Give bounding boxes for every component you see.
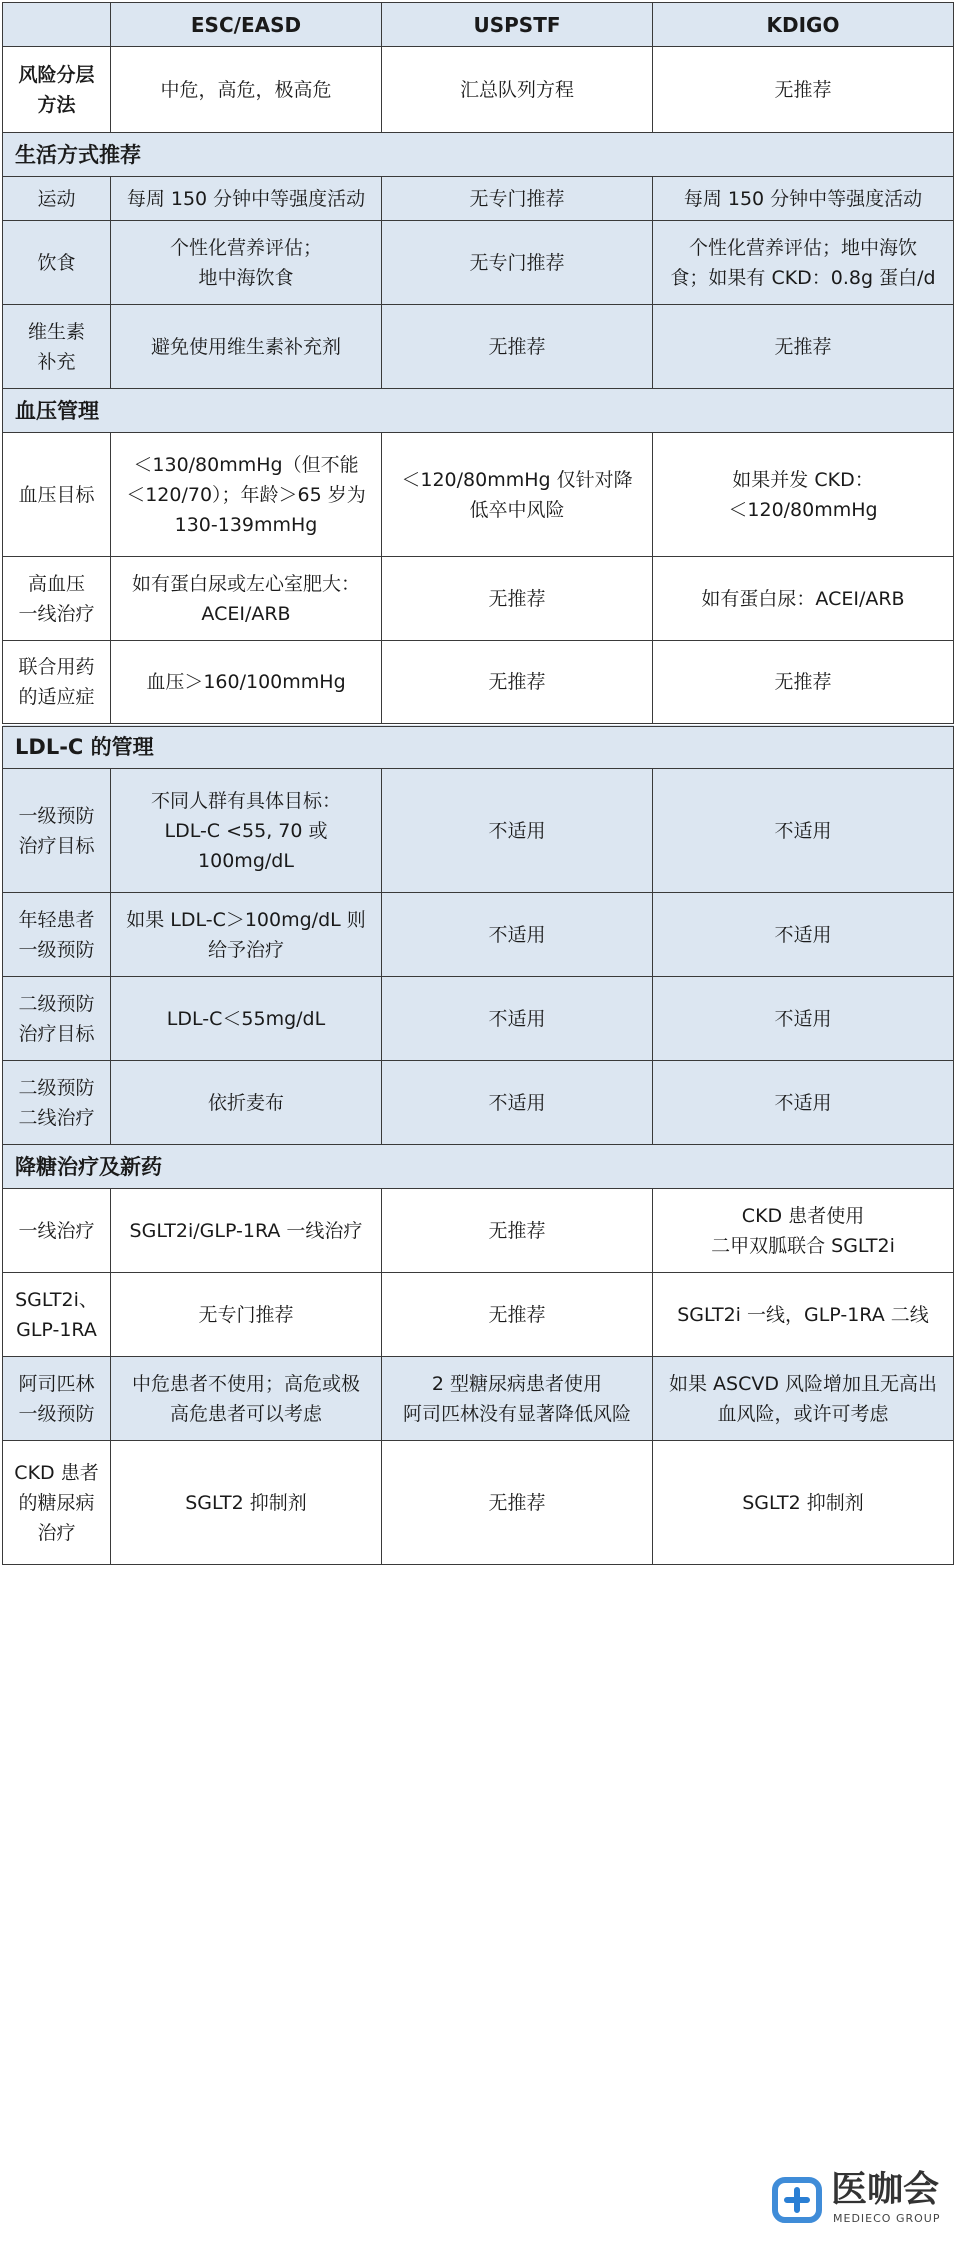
- cell-esc: 如有蛋白尿或左心室肥大： ACEI/ARB: [111, 557, 382, 641]
- watermark-logo: [767, 2166, 947, 2234]
- row-label: 年轻患者 一级预防: [3, 893, 111, 977]
- header-cell-empty: [3, 3, 111, 47]
- row-label: 二级预防 治疗目标: [3, 977, 111, 1061]
- cell-kdigo: 不适用: [653, 769, 954, 893]
- row-label: CKD 患者 的糖尿病 治疗: [3, 1441, 111, 1565]
- cell-uspstf: 不适用: [382, 769, 653, 893]
- table-row: [3, 305, 954, 389]
- table-row: [3, 769, 954, 893]
- row-label: 运动: [3, 177, 111, 221]
- cell-esc: 中危，高危，极高危: [111, 47, 382, 133]
- header-esc: ESC/EASD: [111, 3, 382, 47]
- section-header-ldl: LDL-C 的管理: [3, 725, 954, 769]
- cell-uspstf: 不适用: [382, 977, 653, 1061]
- cell-uspstf: 不适用: [382, 1061, 653, 1145]
- cell-kdigo: CKD 患者使用 二甲双胍联合 SGLT2i: [653, 1189, 954, 1273]
- table-row: [3, 177, 954, 221]
- cell-kdigo: 无推荐: [653, 305, 954, 389]
- header-row: [3, 3, 954, 47]
- cell-esc: 无专门推荐: [111, 1273, 382, 1357]
- cell-uspstf: 不适用: [382, 893, 653, 977]
- row-label: 风险分层 方法: [3, 47, 111, 133]
- cell-esc: 如果 LDL-C＞100mg/dL 则 给予治疗: [111, 893, 382, 977]
- cell-esc: 个性化营养评估； 地中海饮食: [111, 221, 382, 305]
- watermark-name: 医咖会: [831, 2169, 940, 2210]
- row-label: 阿司匹林 一级预防: [3, 1357, 111, 1441]
- table-row: [3, 433, 954, 557]
- header-kdigo: KDIGO: [653, 3, 954, 47]
- cell-kdigo: 如有蛋白尿：ACEI/ARB: [653, 557, 954, 641]
- cell-uspstf: 无专门推荐: [382, 177, 653, 221]
- cell-esc: ＜130/80mmHg（但不能 ＜120/70）；年龄＞65 岁为 130-139mmHg: [111, 433, 382, 557]
- cell-esc: 血压＞160/100mmHg: [111, 641, 382, 725]
- header-uspstf: USPSTF: [382, 3, 653, 47]
- cell-esc: SGLT2 抑制剂: [111, 1441, 382, 1565]
- cell-uspstf: 无推荐: [382, 305, 653, 389]
- cell-kdigo: 如果并发 CKD： ＜120/80mmHg: [653, 433, 954, 557]
- cell-kdigo: 每周 150 分钟中等强度活动: [653, 177, 954, 221]
- table-row: [3, 893, 954, 977]
- brand-logo-icon: [767, 2170, 831, 2230]
- cell-uspstf: 无推荐: [382, 557, 653, 641]
- cell-kdigo: 不适用: [653, 1061, 954, 1145]
- row-label: 一级预防 治疗目标: [3, 769, 111, 893]
- cell-uspstf: 无推荐: [382, 1441, 653, 1565]
- row-label: SGLT2i、 GLP-1RA: [3, 1273, 111, 1357]
- cell-esc: 中危患者不使用；高危或极 高危患者可以考虑: [111, 1357, 382, 1441]
- row-label: 联合用药 的适应症: [3, 641, 111, 725]
- table-row: [3, 641, 954, 725]
- cell-kdigo: 个性化营养评估；地中海饮 食；如果有 CKD：0.8g 蛋白/d: [653, 221, 954, 305]
- table-row: [3, 221, 954, 305]
- section-header-bp: 血压管理: [3, 389, 954, 433]
- guideline-comparison-table: [2, 2, 954, 1565]
- table-row: [3, 1061, 954, 1145]
- cell-uspstf: 无推荐: [382, 1273, 653, 1357]
- row-label: 二级预防 二线治疗: [3, 1061, 111, 1145]
- table-row: [3, 1441, 954, 1565]
- cell-esc: 依折麦布: [111, 1061, 382, 1145]
- cell-esc: 每周 150 分钟中等强度活动: [111, 177, 382, 221]
- row-label: 血压目标: [3, 433, 111, 557]
- table-row: [3, 1273, 954, 1357]
- cell-uspstf: 无专门推荐: [382, 221, 653, 305]
- cell-kdigo: SGLT2 抑制剂: [653, 1441, 954, 1565]
- row-label: 维生素 补充: [3, 305, 111, 389]
- table-row: [3, 557, 954, 641]
- section-header-glucose: 降糖治疗及新药: [3, 1145, 954, 1189]
- cell-uspstf: 汇总队列方程: [382, 47, 653, 133]
- table-row: [3, 1189, 954, 1273]
- cell-esc: LDL-C＜55mg/dL: [111, 977, 382, 1061]
- cell-esc: 不同人群有具体目标： LDL-C <55, 70 或 100mg/dL: [111, 769, 382, 893]
- cell-uspstf: 无推荐: [382, 1189, 653, 1273]
- table-row: [3, 47, 954, 133]
- cell-kdigo: 不适用: [653, 977, 954, 1061]
- cell-uspstf: 无推荐: [382, 641, 653, 725]
- watermark-subtitle: MEDIECO GROUP: [833, 2212, 941, 2225]
- cell-esc: 避免使用维生素补充剂: [111, 305, 382, 389]
- row-label: 饮食: [3, 221, 111, 305]
- cell-kdigo: SGLT2i 一线，GLP-1RA 二线: [653, 1273, 954, 1357]
- table-row: [3, 1357, 954, 1441]
- cell-kdigo: 不适用: [653, 893, 954, 977]
- cell-uspstf: ＜120/80mmHg 仅针对降 低卒中风险: [382, 433, 653, 557]
- row-label: 一线治疗: [3, 1189, 111, 1273]
- section-header-lifestyle: 生活方式推荐: [3, 133, 954, 177]
- cell-kdigo: 无推荐: [653, 641, 954, 725]
- cell-kdigo: 无推荐: [653, 47, 954, 133]
- cell-esc: SGLT2i/GLP-1RA 一线治疗: [111, 1189, 382, 1273]
- cell-uspstf: 2 型糖尿病患者使用 阿司匹林没有显著降低风险: [382, 1357, 653, 1441]
- cell-kdigo: 如果 ASCVD 风险增加且无高出 血风险，或许可考虑: [653, 1357, 954, 1441]
- row-label: 高血压 一线治疗: [3, 557, 111, 641]
- table-row: [3, 977, 954, 1061]
